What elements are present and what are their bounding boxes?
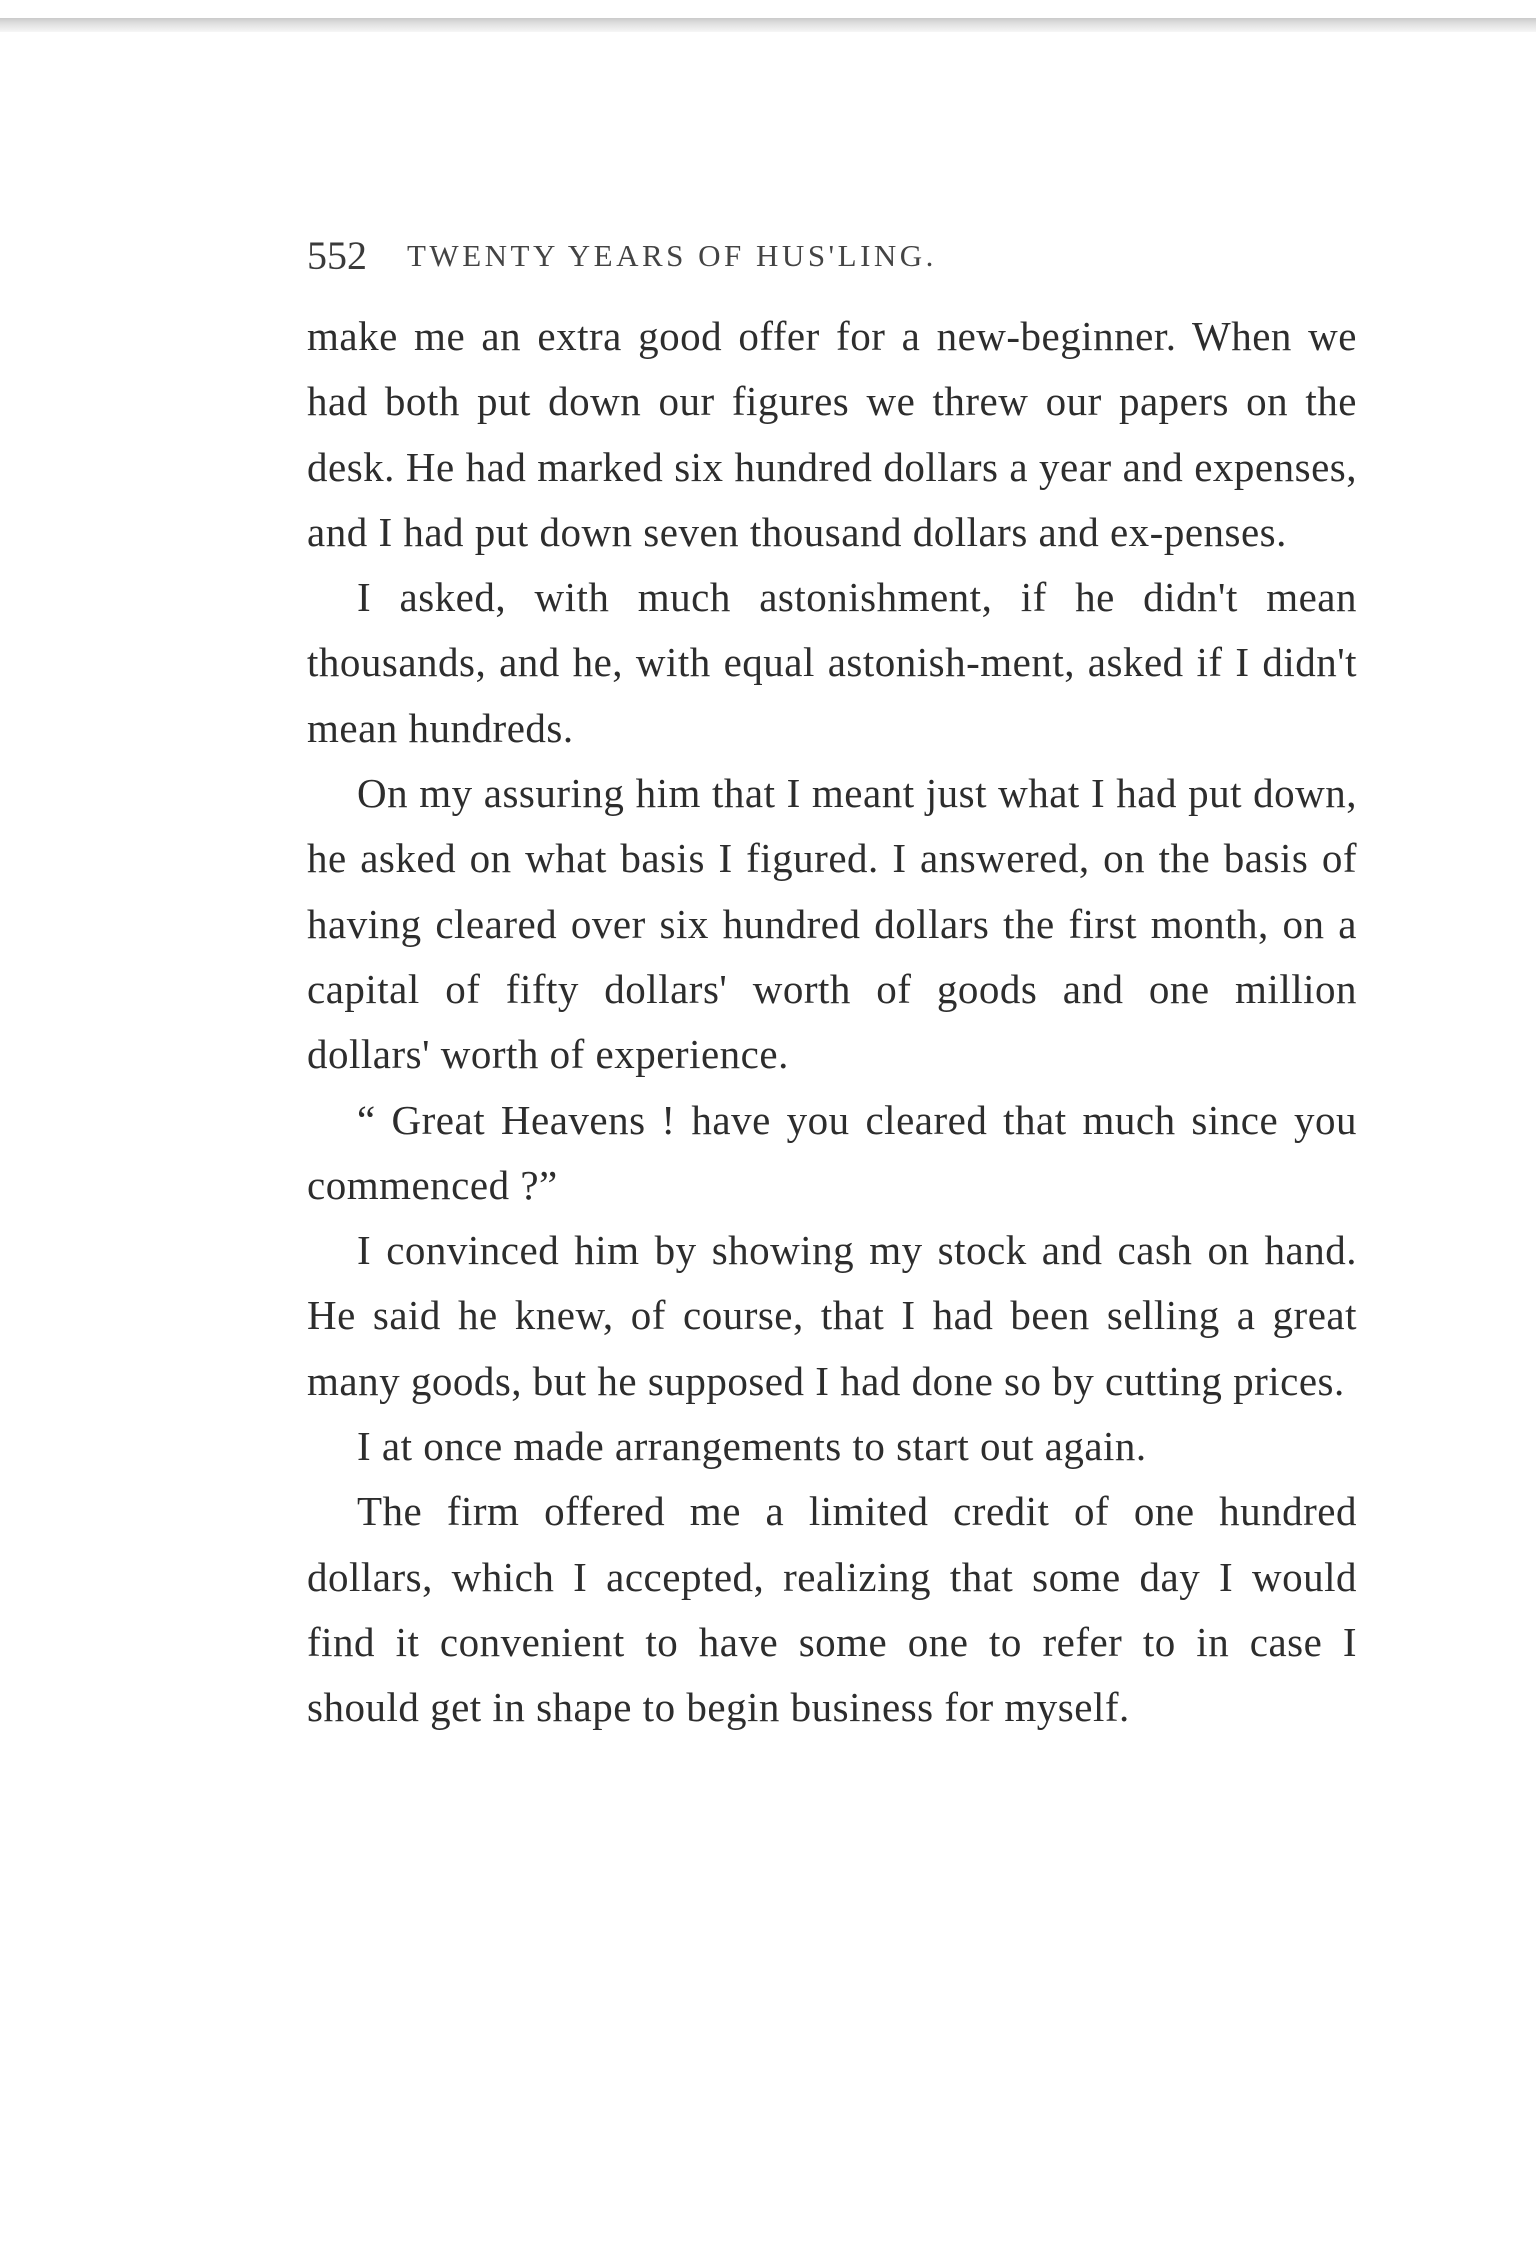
scan-edge	[0, 18, 1536, 32]
running-title: TWENTY YEARS OF HUS'LING.	[407, 238, 937, 273]
paragraph-2: I asked, with much astonishment, if he didn't mean thousands, and he, with equal astonish-ment, asked if I didn't mean hundreds.	[307, 574, 1357, 751]
book-page	[307, 228, 1357, 1741]
running-head	[307, 228, 1357, 284]
body-text	[307, 304, 1357, 1741]
paragraph-6: I at once made arrangements to start out again.	[357, 1423, 1147, 1470]
paragraph-3: On my assuring him that I meant just what I had put down, he asked on what basis I figured. I answered, on the basis of having cleared over six hundred dollars the first month, on a capital of fifty dollars' worth of goods and one million dollars' worth of experience.	[307, 770, 1357, 1078]
paragraph-7: The firm offered me a limited credit of one hundred dollars, which I accepted, realizing that some day I would find it convenient to have some one to refer to in case I should get in shape to begin business for myself.	[307, 1488, 1357, 1731]
paragraph-5: I convinced him by showing my stock and cash on hand. He said he knew, of course, that I had been selling a great many goods, but he supposed I had done so by cutting prices.	[307, 1227, 1357, 1404]
paragraph-1: make me an extra good offer for a new-beginner. When we had both put down our figures we threw our papers on the desk. He had marked six hundred dollars a year and expenses, and I had put down seven thousand dollars and ex-penses.	[307, 313, 1357, 555]
page-number: 552	[307, 233, 367, 278]
paragraph-4: “ Great Heavens ! have you cleared that much since you commenced ?”	[307, 1096, 1357, 1208]
